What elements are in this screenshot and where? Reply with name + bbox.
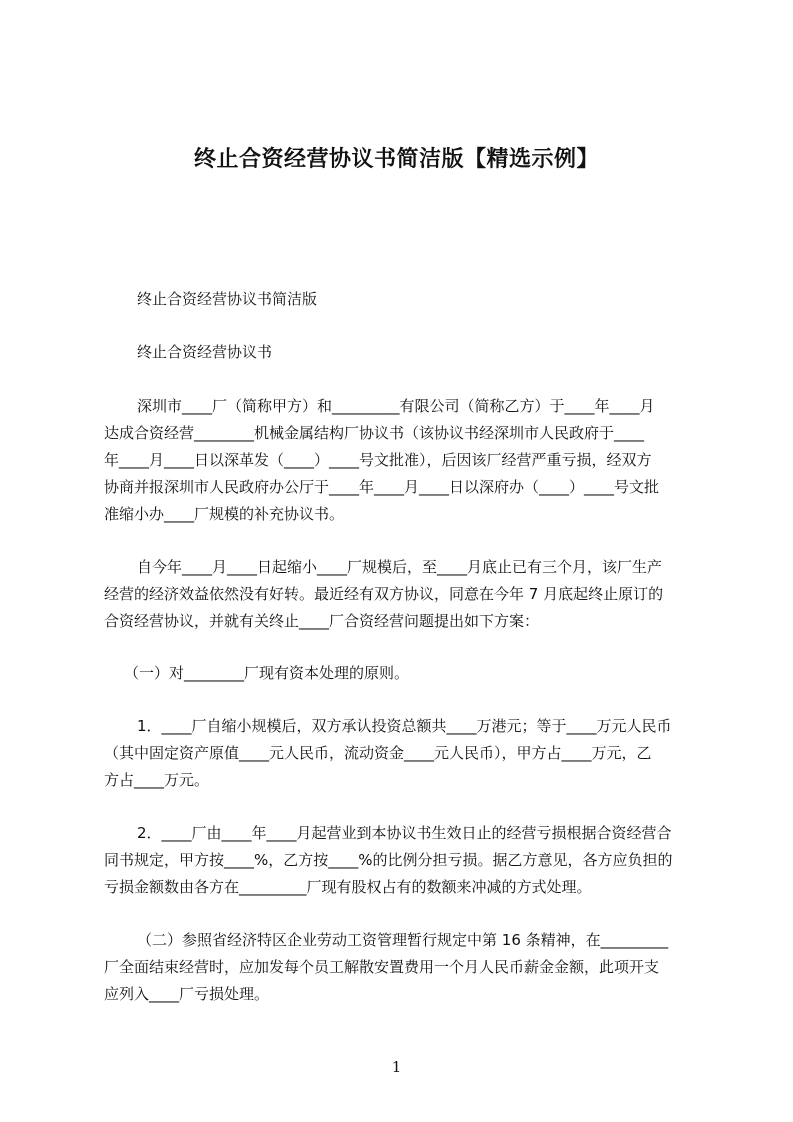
paragraph-line: （二）参照省经济特区企业劳动工资管理暂行规定中第 16 条精神，在_________ bbox=[137, 931, 669, 949]
document-title: 终止合资经营协议书简洁版【精选示例】 bbox=[193, 147, 599, 172]
paragraph-line: 年____月____日以深革发（____）____号文批准），后因该厂经营严重亏损，经双方 bbox=[104, 451, 652, 469]
paragraph-line: 经营的经济效益依然没有好转。最近经有双方协议，同意在今年 7 月底起终止原订的 bbox=[104, 585, 664, 603]
paragraph-line: 达成合资经营________机械金属结构厂协议书（该协议书经深圳市人民政府于____ bbox=[104, 424, 645, 442]
paragraph-line: 应列入____厂亏损处理。 bbox=[104, 985, 270, 1003]
paragraph-line: 准缩小办____厂规模的补充协议书。 bbox=[104, 505, 345, 523]
paragraph-line: 同书规定，甲方按____%，乙方按____%的比例分担亏损。据乙方意见，各方应负担的 bbox=[104, 851, 673, 869]
section-heading-line: （一）对________厂现有资本处理的原则。 bbox=[124, 664, 410, 682]
paragraph-line: 自今年____月____日起缩小____厂规模后，至____月底止已有三个月，该厂生产 bbox=[137, 558, 663, 576]
paragraph-line: 方占____万元。 bbox=[104, 771, 210, 789]
subtitle-agreement-name: 终止合资经营协议书 bbox=[137, 343, 273, 361]
page-number: 1 bbox=[391, 1058, 402, 1076]
paragraph-line: 亏损金额数由各方在_________厂现有股权占有的数额来冲减的方式处理。 bbox=[104, 878, 592, 896]
paragraph-line: 深圳市____厂（简称甲方）和_________有限公司（简称乙方）于____年____月 bbox=[137, 397, 655, 415]
paragraph-line: 协商并报深圳市人民政府办公厅于____年____月____日以深府办（____）____号文批 bbox=[104, 478, 660, 496]
paragraph-line: （其中固定资产原值____元人民币，流动资金____元人民币），甲方占____万元，乙 bbox=[104, 744, 652, 762]
paragraph-line: 2．____厂由____年____月起营业到本协议书生效日止的经营亏损根据合资经营合 bbox=[137, 824, 672, 842]
paragraph-line: 合资经营协议，并就有关终止____厂合资经营问题提出如下方案： bbox=[104, 612, 540, 630]
paragraph-line: 1．____厂自缩小规模后，双方承认投资总额共____万港元；等于____万元人民币 bbox=[137, 717, 672, 735]
paragraph-line: 厂全面结束经营时，应加发每个员工解散安置费用一个月人民币薪金金额，此项开支 bbox=[104, 958, 660, 976]
subtitle-short-name: 终止合资经营协议书简洁版 bbox=[137, 290, 318, 308]
